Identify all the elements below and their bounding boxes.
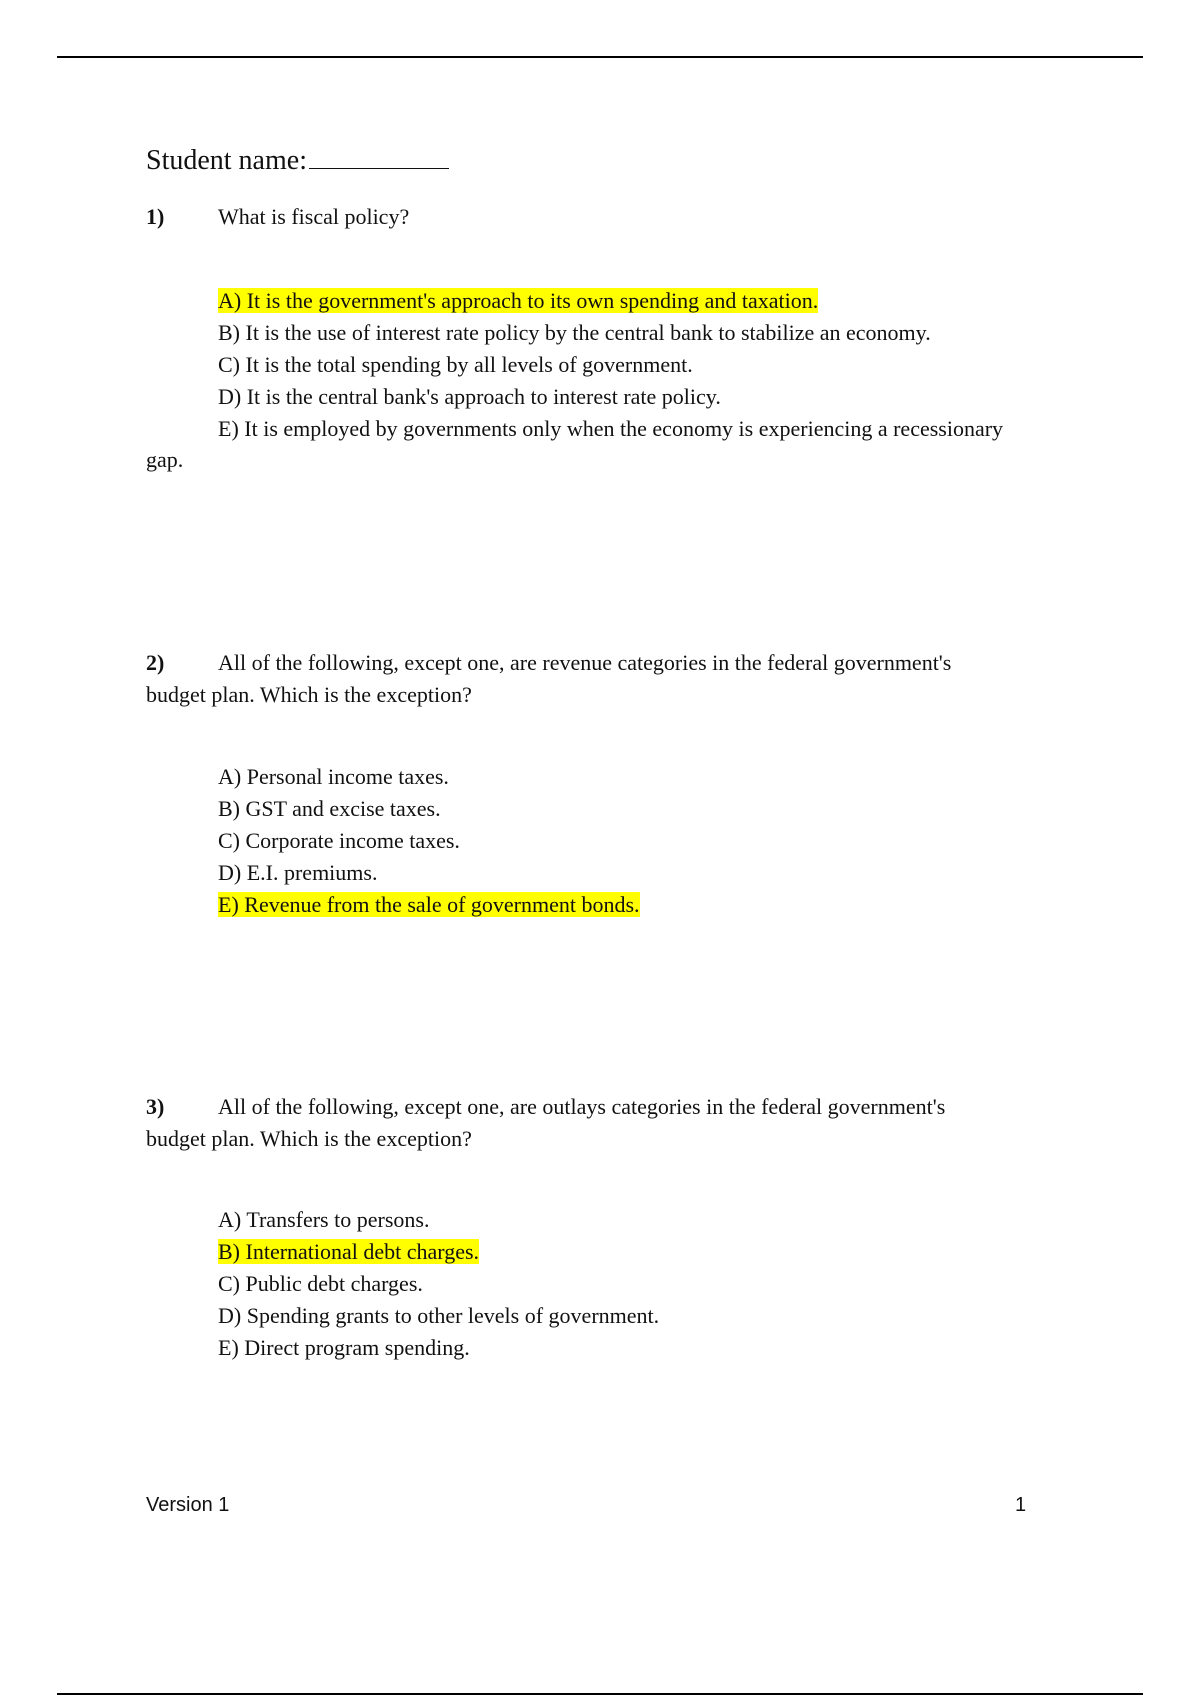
question-2 (146, 647, 1096, 711)
option-d[interactable]: D) It is the central bank's approach to interest rate policy. (218, 384, 721, 409)
option-b[interactable]: B) It is the use of interest rate policy by the central bank to stabilize an economy. (218, 320, 931, 345)
student-name-blank[interactable] (309, 148, 449, 169)
option-b[interactable]: B) GST and excise taxes. (218, 796, 441, 821)
option-b[interactable] (218, 1236, 659, 1268)
page-number: 1 (1015, 1494, 1027, 1516)
question-2-options (218, 761, 640, 921)
bottom-rule (57, 1693, 1143, 1695)
question-text-line2: budget plan. Which is the exception? (146, 682, 472, 707)
option-a[interactable]: A) Personal income taxes. (218, 764, 449, 789)
question-text-line1: All of the following, except one, are revenue categories in the federal government's (218, 650, 952, 675)
option-c[interactable]: C) Corporate income taxes. (218, 828, 460, 853)
question-number: 3) (146, 1094, 165, 1119)
option-c[interactable]: C) It is the total spending by all levels of government. (218, 352, 693, 377)
question-3-options (218, 1204, 659, 1364)
option-e-continuation: gap. (146, 447, 184, 472)
option-e[interactable]: E) It is employed by governments only when the economy is experiencing a recessionary (218, 416, 1004, 441)
option-e[interactable]: E) Direct program spending. (218, 1335, 470, 1360)
version-label: Version 1 (146, 1494, 230, 1516)
question-3 (146, 1091, 1096, 1155)
question-1-options (218, 285, 1003, 445)
top-rule (57, 56, 1143, 58)
student-name-label: Student name: (146, 145, 307, 176)
option-a[interactable]: A) Transfers to persons. (218, 1207, 430, 1232)
highlighted-answer: A) It is the government's approach to its own spending and taxation. (218, 288, 819, 313)
question-text-line1: All of the following, except one, are outlays categories in the federal government's (218, 1094, 946, 1119)
option-e[interactable] (218, 889, 640, 921)
highlighted-answer: E) Revenue from the sale of government bonds. (218, 892, 640, 917)
question-1 (146, 201, 1096, 233)
option-a[interactable] (218, 285, 1003, 317)
option-c[interactable]: C) Public debt charges. (218, 1271, 423, 1296)
question-number: 2) (146, 650, 165, 675)
option-d[interactable]: D) E.I. premiums. (218, 860, 378, 885)
question-text: What is fiscal policy? (218, 204, 410, 229)
question-text-line2: budget plan. Which is the exception? (146, 1126, 472, 1151)
option-d[interactable]: D) Spending grants to other levels of government. (218, 1303, 660, 1328)
highlighted-answer: B) International debt charges. (218, 1239, 480, 1264)
student-name-field (146, 145, 449, 177)
question-number: 1) (146, 204, 165, 229)
